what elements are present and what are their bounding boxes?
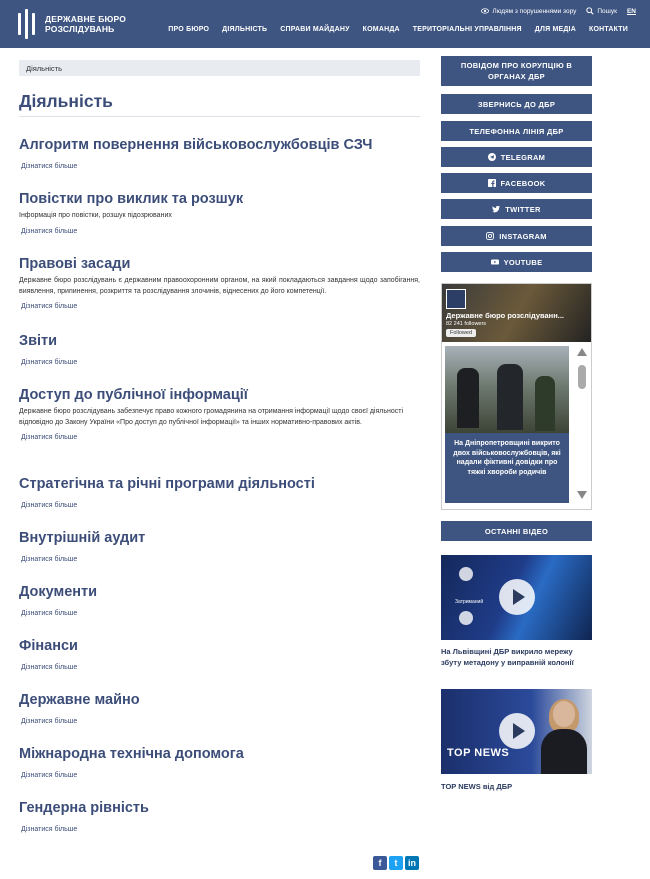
more-link[interactable]: Дізнатися більше (21, 359, 78, 366)
share-facebook-icon[interactable]: f (373, 856, 387, 870)
search-link[interactable] (586, 7, 617, 15)
more-link[interactable]: Дізнатися більше (21, 227, 78, 235)
main-nav (168, 26, 628, 33)
language-switch[interactable]: EN (626, 7, 636, 15)
video-tag: Затриманий (455, 599, 484, 605)
contact-dbr-button[interactable]: ЗВЕРНИСЬ ДО ДБР (441, 94, 592, 114)
section-title[interactable]: Стратегічна та річні програми діяльності (19, 476, 315, 492)
section-reports (19, 332, 420, 366)
video-title-1[interactable]: На Львівщині ДБР викрило мережу збуту метадону у виправній колонії (441, 647, 574, 667)
section-property (19, 691, 420, 725)
section-title[interactable]: Гендерна рівність (19, 800, 149, 816)
nav-item-contacts[interactable]: КОНТАКТИ (588, 26, 628, 33)
nav-item-activity[interactable]: ДІЯЛЬНІСТЬ (222, 26, 268, 33)
telegram-icon (488, 153, 496, 161)
youtube-button[interactable] (441, 252, 592, 272)
hotline-button[interactable]: ТЕЛЕФОННА ЛІНІЯ ДБР (441, 121, 592, 141)
nav-item-team[interactable]: КОМАНДА (362, 26, 400, 33)
section-title[interactable]: Фінанси (19, 638, 78, 654)
section-audit (19, 529, 420, 563)
section-title[interactable]: Звіти (19, 333, 58, 349)
facebook-page-widget[interactable] (441, 283, 592, 510)
more-link[interactable]: Дізнатися більше (21, 556, 78, 563)
section-title[interactable]: Міжнародна технічна допомога (19, 746, 244, 762)
scroll-thumb[interactable] (578, 365, 586, 389)
accessibility-link[interactable] (481, 7, 576, 15)
news-anchor-figure (541, 699, 587, 774)
fb-scrollbar[interactable] (575, 346, 589, 506)
search-icon (586, 7, 594, 15)
facebook-icon (488, 179, 496, 187)
latest-videos-header: ОСТАННІ ВІДЕО (441, 521, 592, 541)
fb-post-caption: На Дніпропетровщині викрито двох військовослужбовців, які надали фіктивні довідки про тяжкі хвороби родичів (445, 433, 569, 503)
page-title: Діяльність (19, 91, 113, 111)
instagram-button[interactable] (441, 226, 592, 246)
share-twitter-icon[interactable]: t (389, 856, 403, 870)
nav-item-media[interactable]: ДЛЯ МЕДІА (534, 26, 576, 33)
logo-line1: ДЕРЖАВНЕ БЮРО (45, 14, 127, 24)
fb-page-avatar (446, 289, 466, 309)
youtube-label: YOUTUBE (503, 257, 543, 267)
section-strategy (19, 475, 420, 509)
more-link[interactable]: Дізнатися більше (21, 434, 78, 441)
section-szch (19, 136, 420, 170)
logo-emblem-icon (17, 9, 37, 39)
twitter-button[interactable] (441, 199, 592, 219)
search-label: Пошук (597, 7, 617, 15)
more-link[interactable]: Дізнатися більше (21, 718, 78, 725)
eye-icon (481, 7, 489, 15)
section-desc: Державне бюро розслідувань є державним правоохоронним органом, на який покладаються завдання щодо запобігання, виявлення, припинення, розкриття та розслідування злочинів, віднесених до його компетенції. (19, 277, 420, 295)
nav-item-about[interactable]: ПРО БЮРО (168, 26, 210, 33)
telegram-label: TELEGRAM (500, 152, 546, 162)
twitter-label: TWITTER (505, 204, 541, 214)
fb-post[interactable] (445, 346, 569, 506)
fb-follow-button[interactable]: Followed (446, 329, 476, 337)
more-link[interactable]: Дізнатися більше (21, 610, 78, 617)
section-title[interactable]: Державне майно (19, 692, 140, 708)
section-title[interactable]: Внутрішній аудит (19, 530, 146, 546)
section-desc: Державне бюро розслідувань забезпечує право кожного громадянина на отримання інформації щодо своєї діяльності відповідно до Закону України «Про доступ до публічної інформації» та інших нормативно-правових актів. (19, 408, 404, 426)
instagram-icon (486, 232, 494, 240)
scroll-up-icon[interactable] (577, 348, 587, 356)
section-legal (19, 255, 420, 310)
video-thumbnail-2[interactable] (441, 689, 592, 774)
play-icon[interactable] (499, 713, 535, 749)
instagram-label: INSTAGRAM (499, 231, 547, 241)
section-summons (19, 190, 420, 235)
play-icon[interactable] (499, 579, 535, 615)
more-link[interactable]: Дізнатися більше (21, 303, 78, 310)
telegram-button[interactable] (441, 147, 592, 167)
section-desc: Інформація про повістки, розшук підозрюваних (19, 212, 172, 219)
more-link[interactable]: Дізнатися більше (21, 502, 78, 509)
section-public-info (19, 386, 420, 441)
section-documents (19, 583, 420, 617)
section-finance (19, 637, 420, 671)
site-header (0, 0, 650, 48)
fb-followers-count: 82 241 followers (446, 321, 487, 327)
facebook-button[interactable] (441, 173, 592, 193)
fb-page-name[interactable]: Державне бюро розслідуванн... (446, 311, 564, 320)
section-title[interactable]: Алгоритм повернення військовослужбовців СЗЧ (19, 137, 373, 153)
more-link[interactable]: Дізнатися більше (21, 826, 78, 833)
facebook-label: FACEBOOK (500, 178, 546, 188)
nav-item-maidan[interactable]: СПРАВИ МАЙДАНУ (280, 26, 350, 33)
section-gender (19, 799, 420, 833)
video-title-2[interactable]: TOP NEWS від ДБР (441, 782, 513, 791)
report-corruption-button[interactable]: ПОВІДОМ ПРО КОРУПЦІЮ В ОРГАНАХ ДБР (441, 56, 592, 86)
more-link[interactable]: Дізнатися більше (21, 163, 78, 170)
site-logo[interactable] (17, 9, 126, 39)
title-divider (19, 116, 420, 117)
accessibility-label: Людям з порушеннями зору (492, 7, 577, 15)
section-tech-aid (19, 745, 420, 779)
section-title[interactable]: Документи (19, 584, 98, 600)
top-news-overlay: TOP NEWS (447, 747, 510, 759)
section-title[interactable]: Повістки про виклик та розшук (19, 191, 244, 207)
section-title[interactable]: Правові засади (19, 256, 131, 272)
twitter-icon (492, 205, 500, 213)
section-title[interactable]: Доступ до публічної інформації (19, 387, 248, 403)
scroll-down-icon[interactable] (577, 491, 587, 499)
fb-cover-image (442, 284, 592, 342)
video-thumbnail-1[interactable] (441, 555, 592, 640)
more-link[interactable]: Дізнатися більше (21, 664, 78, 671)
logo-line2: РОЗСЛІДУВАНЬ (45, 24, 115, 34)
youtube-icon (491, 258, 499, 266)
fb-post-photo (445, 346, 569, 433)
breadcrumb: Діяльність (19, 60, 420, 76)
person-icon (459, 611, 473, 625)
nav-item-territorial[interactable]: ТЕРИТОРІАЛЬНІ УПРАВЛІННЯ (412, 26, 522, 33)
share-linkedin-icon[interactable]: in (405, 856, 419, 870)
more-link[interactable]: Дізнатися більше (21, 772, 78, 779)
person-icon (459, 567, 473, 581)
